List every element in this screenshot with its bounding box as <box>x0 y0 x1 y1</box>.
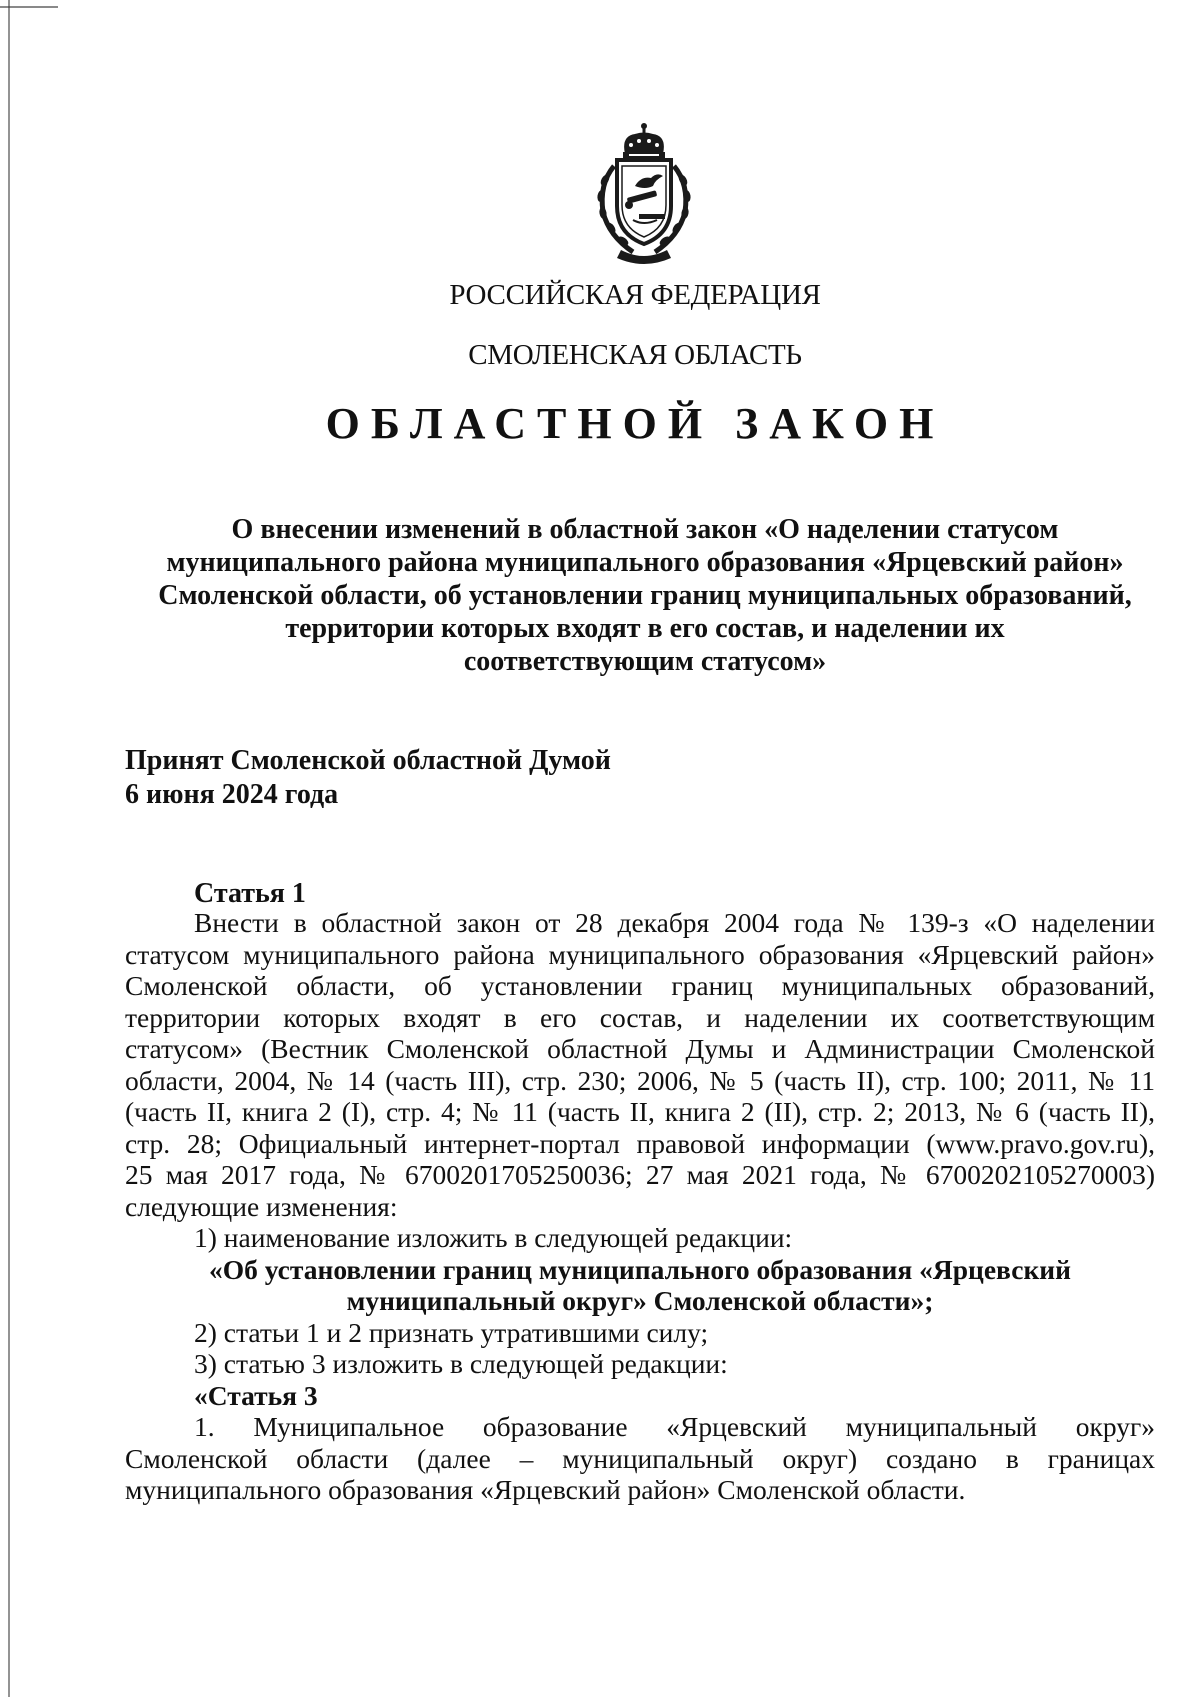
body-line: 1. Муниципальное образование «Ярцевский муниципальный округ» <box>194 1411 1155 1442</box>
list-item: 3) статью 3 изложить в следующей редакции: <box>194 1348 728 1379</box>
coat-of-arms-icon <box>569 120 719 270</box>
region-name: СМОЛЕНСКАЯ ОБЛАСТЬ <box>468 339 802 371</box>
body-line: Смоленской области (далее – муниципальный округ) создано в границах <box>125 1442 1155 1474</box>
body-line: 25 мая 2017 года, № 6700201705250036; 27 мая 2021 года, № 6700202105270003) <box>125 1159 1155 1190</box>
law-title-line: О внесении изменений в областной закон «О наделении статусом <box>231 514 1059 545</box>
body-line: области, 2004, № 14 (часть III), стр. 230; 2006, № 5 (часть II), стр. 100; 2011, № 11 <box>125 1064 1155 1096</box>
article-heading: Статья 1 <box>194 878 306 909</box>
new-name-line: «Об установлении границ муниципального образования «Ярцевский <box>209 1253 1071 1285</box>
body-line: следующие изменения: <box>125 1190 398 1222</box>
document-type: ОБЛАСТНОЙ ЗАКОН <box>325 399 945 448</box>
body-line: территории которых входят в его состав, и наделении их соответствующим <box>125 1001 1155 1033</box>
body-line: статусом муниципального района муниципального образования «Ярцевский район» <box>125 938 1155 970</box>
body-line: Внести в областной закон от 28 декабря 2004 года № 139-з «О наделении <box>194 907 1155 938</box>
scan-edge-top <box>0 6 58 8</box>
body-line: статусом» (Вестник Смоленской областной Думы и Администрации Смоленской <box>125 1033 1155 1064</box>
body-line: муниципального образования «Ярцевский район» Смоленской области. <box>125 1474 966 1505</box>
country-name: РОССИЙСКАЯ ФЕДЕРАЦИЯ <box>449 279 821 311</box>
scan-edge-left <box>8 0 10 1697</box>
list-item: 2) статьи 1 и 2 признать утратившими силу; <box>194 1316 709 1348</box>
body-line: стр. 28; Официальный интернет-портал правовой информации (www.pravo.gov.ru), <box>125 1127 1155 1159</box>
adopted-by: Принят Смоленской областной Думой <box>125 745 611 776</box>
law-title-line: Смоленской области, об установлении границ муниципальных образований, <box>158 580 1132 611</box>
new-name-line: муниципальный округ» Смоленской области»; <box>346 1285 934 1316</box>
list-item: 1) наименование изложить в следующей редакции: <box>194 1222 793 1253</box>
law-title-line: территории которых входят в его состав, и наделении их <box>285 613 1005 644</box>
article-body <box>125 907 1155 1506</box>
law-title <box>120 513 1170 678</box>
adopted-date: 6 июня 2024 года <box>125 779 339 810</box>
body-line: (часть II, книга 2 (I), стр. 4; № 11 (часть II, книга 2 (II), стр. 2; 2013, № 6 (часть II), <box>125 1096 1155 1127</box>
body-line: Смоленской области, об установлении границ муниципальных образований, <box>125 970 1155 1001</box>
quoted-article-heading: «Статья 3 <box>194 1379 318 1411</box>
law-title-line: муниципального района муниципального образования «Ярцевский район» <box>166 547 1124 578</box>
law-title-line: соответствующим статусом» <box>463 646 827 677</box>
